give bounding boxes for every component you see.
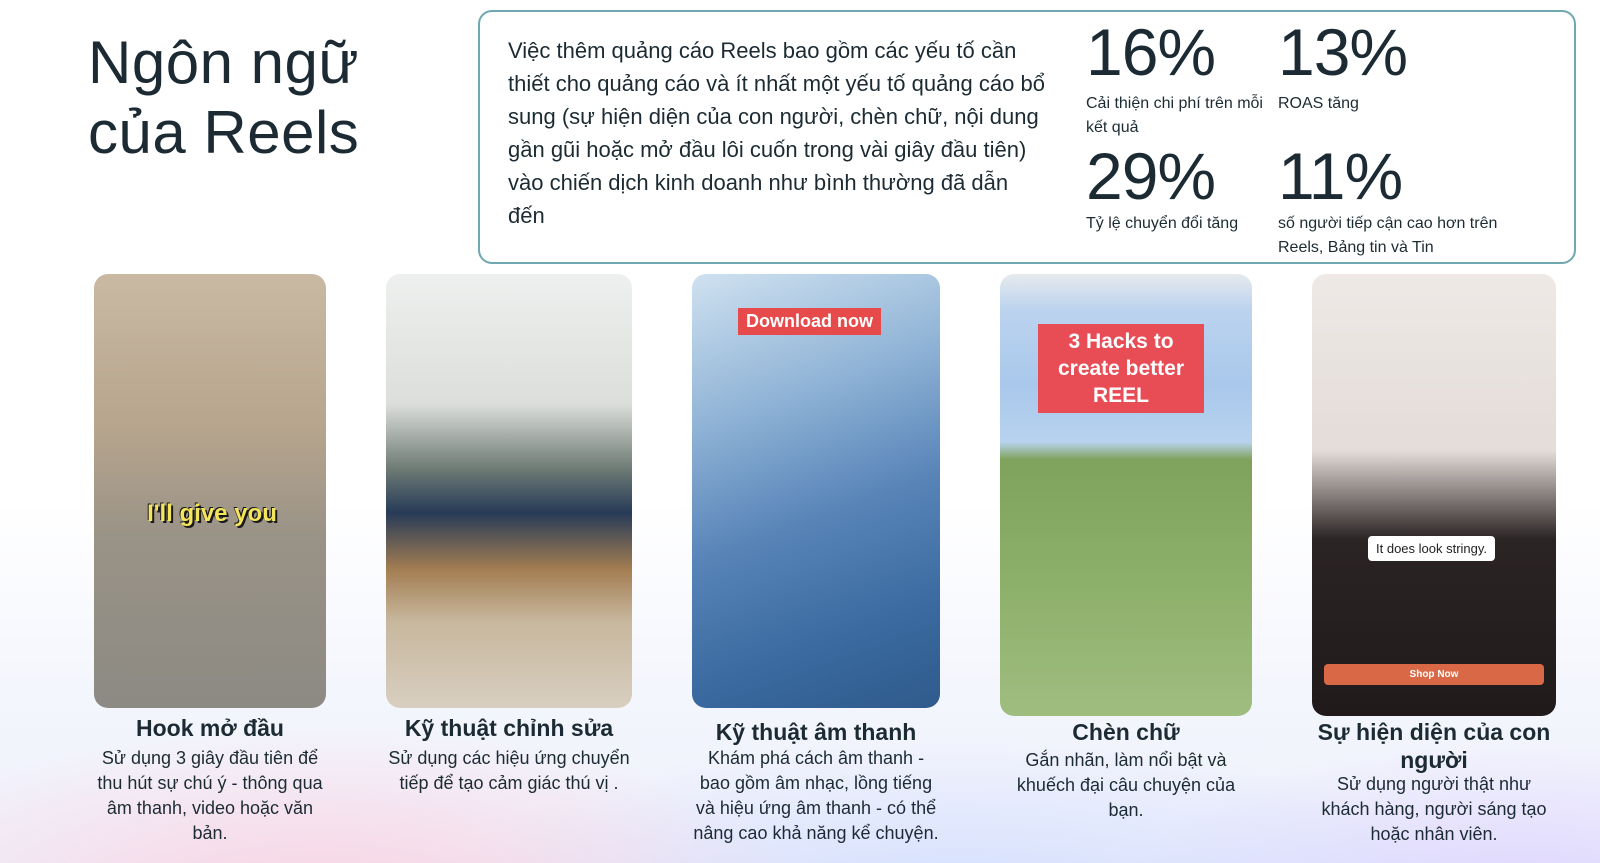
card-description: Gắn nhãn, làm nổi bật và khuếch đại câu chuyện của bạn. <box>1016 750 1236 820</box>
reel-thumbnail-human-presence <box>1312 274 1556 716</box>
page-title-line-2: của Reels <box>88 99 360 166</box>
stat-conversion-rate <box>1086 140 1276 236</box>
page-title <box>88 28 359 168</box>
stat-value: 11% <box>1278 139 1403 213</box>
stat-label: Cải thiện chi phí trên mỗi kết quả <box>1086 95 1263 136</box>
card-title: Hook mở đầu <box>136 715 284 741</box>
reel-thumbnail-editing <box>386 274 632 708</box>
caption-bubble: It does look stringy. <box>1368 536 1495 561</box>
reel-thumbnail-audio <box>692 274 940 708</box>
card-title: Sự hiện diện của con người <box>1317 719 1551 773</box>
stats-panel <box>478 10 1576 264</box>
stat-value: 29% <box>1086 139 1216 213</box>
card-title: Kỹ thuật âm thanh <box>715 719 917 745</box>
reel-thumbnail-text-overlay <box>1000 274 1252 716</box>
card-description: Sử dụng các hiệu ứng chuyển tiếp để tạo cảm giác thú vị . <box>388 748 630 793</box>
hacks-banner: 3 Hacks to create better REEL <box>1038 324 1204 413</box>
stat-cost-per-result <box>1086 16 1266 140</box>
stat-label: ROAS tăng <box>1278 95 1359 112</box>
page-title-line-1: Ngôn ngữ <box>88 29 360 96</box>
stat-reach <box>1278 140 1538 260</box>
stat-roas <box>1278 16 1478 116</box>
shop-now-button: Shop Now <box>1324 664 1544 685</box>
stats-description: Việc thêm quảng cáo Reels bao gồm các yếu tố cần thiết cho quảng cáo và ít nhất một yếu tố quảng cáo bổ sung (sự hiện diện của con người, chèn chữ, nội dung gần gũi hoặc mở đầu lôi cuốn trong vài giây đầu tiên) vào chiến dịch kinh doanh như bình thường đã dẫn đến <box>508 38 1045 228</box>
reel-caption-overlay: I'll give you <box>147 500 277 527</box>
card-description: Khám phá cách âm thanh - bao gồm âm nhạc, lồng tiếng và hiệu ứng âm thanh - có thể nâng cao khả năng kể chuyện. <box>693 748 939 843</box>
card-title: Chèn chữ <box>1072 719 1180 745</box>
reel-thumbnail-hook <box>94 274 326 708</box>
card-description: Sử dụng 3 giây đầu tiên để thu hút sự chú ý - thông qua âm thanh, video hoặc văn bản. <box>97 748 323 843</box>
stat-value: 13% <box>1278 15 1408 89</box>
download-now-banner: Download now <box>738 308 881 335</box>
card-title: Kỹ thuật chỉnh sửa <box>404 715 614 741</box>
stat-value: 16% <box>1086 15 1216 89</box>
stat-label: Tỷ lệ chuyển đổi tăng <box>1086 215 1239 232</box>
stat-label: số người tiếp cận cao hơn trên Reels, Bảng tin và Tin <box>1278 215 1498 256</box>
card-description: Sử dụng người thật như khách hàng, người sáng tạo hoặc nhân viên. <box>1321 774 1547 844</box>
